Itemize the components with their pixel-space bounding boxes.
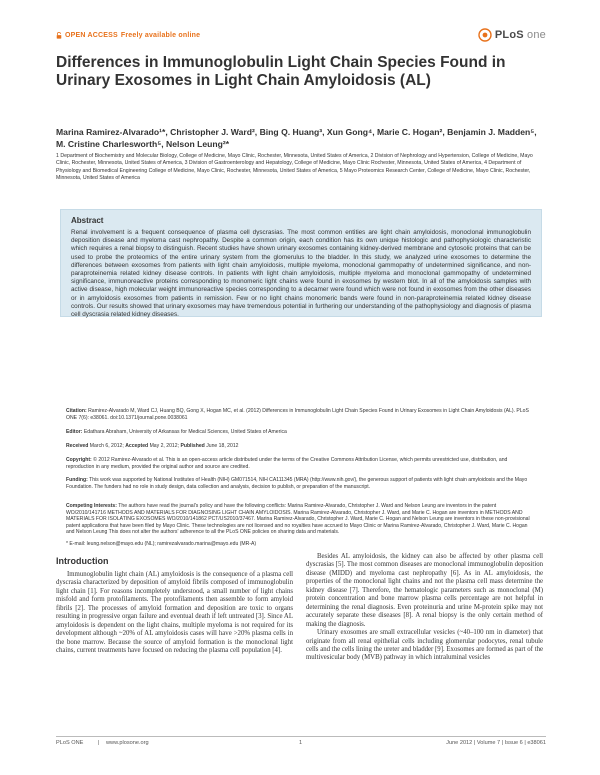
editor-text: Edathara Abraham, University of Arkansas for Medical Sciences, United States of America	[83, 429, 287, 435]
corresponding-email[interactable]: * E-mail: leung.nelson@mayo.edu (NL); ramirezalvarado.marina@mayo.edu (MR-A)	[66, 541, 257, 547]
copyright-text: © 2012 Ramirez-Alvarado et al. This is an open-access article distributed under the terms of the Creative Commons Attribution License, which permits unrestricted use, distribution, and reproduction in any medium, provided the original author and source are credited.	[66, 457, 508, 470]
dates-line	[66, 443, 532, 450]
body-column-left	[56, 571, 293, 656]
funding-label: Funding:	[66, 477, 88, 483]
accepted-label: Accepted	[125, 443, 149, 449]
journal-logo	[478, 28, 546, 42]
editor-line	[66, 429, 532, 436]
footer-journal: PLoS ONE	[56, 740, 84, 746]
article-title: Differences in Immunoglobulin Light Chain Species Found in Urinary Exosomes in Light Chain Amyloidosis (AL)	[56, 54, 506, 89]
paragraph: Besides AL amyloidosis, the kidney can also be affected by other plasma cell dyscrasias [5]. The most common diseases are monoclonal immunoglobulin deposition disease (MIDD) and myeloma cast nephropathy [6]. As in AL amyloidosis, the properties of the monoclonal light chains and not the plasma cell mass determine the kidney disease [7]. Therefore, the hematologic parameters such as monoclonal (M) protein concentration and bone marrow plasma cells percentage are not helpful in determining the renal diagnosis. Even proteinuria and urine M-protein spike may not accurately separate these diseases [8]. A renal biopsy is the only certain method of making the diagnosis.	[306, 553, 543, 628]
page-number: 1	[299, 740, 303, 746]
competing-interests-line	[66, 503, 532, 536]
journal-logo-text: PLoS	[494, 29, 524, 41]
accepted-date: May 2, 2012;	[149, 443, 180, 449]
journal-logo-suffix: one	[527, 29, 546, 41]
body-column-right	[306, 553, 543, 663]
published-label: Published	[180, 443, 205, 449]
funding-line	[66, 477, 532, 490]
editor-label: Editor:	[66, 429, 83, 435]
funding-text: This work was supported by National Institutes of Health (NIH) GM071514, NIH CA111345 (MRA) (http://www.nih.gov/), the generous support of patients with light chain amyloidosis and the Mayo Foundation. The funders had no role in study design, data collection and analysis, decision to publish, or preparation of the manuscript.	[66, 477, 528, 490]
competing-text: The authors have read the journal's policy and have the following conflicts: Marina Ramirez-Alvarado, Christopher J. Ward and Nelson Leung are inventors in the patent WO/2010/141716 METHODS AND MATERIALS FOR DIAGNOSING LIGHT CHAIN AMYLOIDOSIS. Marina Ramirez-Alvarado, Christopher J. Ward, and Marie C. Hogan are inventors in METHODS AND MATERIALS FOR ISOLATING EXOSOMES WO/2010/141862 PCT/US2010/37467. Marina Ramirez-Alvarado, Christopher J. Ward, Marie C. Hogan and Nelson Leung are inventors in these non-provisional patent applications that have been filed by Mayo Clinic. These technologies are not licensed and no royalties have accrued to Mayo Clinic or Marina Ramirez-Alvarado, Christopher J. Ward, Marie C. Hogan and Nelson Leung This does not alter the authors' adherence to all the PLoS ONE policies on sharing data and materials.	[66, 503, 530, 535]
freely-available-label: Freely available online	[120, 32, 201, 39]
open-access-badge	[56, 32, 200, 39]
footer-url[interactable]: www.plosone.org	[106, 740, 149, 746]
citation-label: Citation:	[66, 408, 87, 414]
abstract-box	[60, 209, 542, 317]
section-heading-introduction: Introduction	[56, 556, 109, 566]
open-access-lock-icon	[56, 32, 62, 39]
open-access-label: OPEN ACCESS	[65, 32, 118, 39]
footer-divider	[56, 736, 546, 737]
email-line[interactable]	[66, 541, 532, 548]
paragraph: Immunoglobulin light chain (AL) amyloidosis is the consequence of a plasma cell dyscrasia characterized by deposition of amyloid fibrils composed of immunoglobulin light chain [1]. For reasons incompletely understood, a small number of light chains misfold and form protofilaments. The protofilaments then assemble to form amyloid fibrils [2]. The processes of amyloid formation and deposition are toxic to organs resulting in progressive organ failure and eventual death if left untreated [3]. Since AL amyloidosis is dependent on the light chains, multiple myeloma is not required for its development although ~20% of AL amyloidosis cases will have >20% plasma cells in the bone marrow. Because the source of amyloid formation is the monoclonal light chains, current treatments have focused on reducing the plasma cell population [4].	[56, 571, 293, 655]
author-list: Marina Ramirez-Alvarado¹*, Christopher J. Ward², Bing Q. Huang³, Xun Gong⁴, Marie C. Hogan², Benjamin J. Madden⁵, M. Cristine Charlesworth⁵, Nelson Leung²*	[56, 127, 537, 149]
footer-issue: June 2012 | Volume 7 | Issue 6 | e38061	[446, 740, 546, 746]
citation-text: Ramirez-Alvarado M, Ward CJ, Huang BQ, Gong X, Hogan MC, et al. (2012) Differences in Immunoglobulin Light Chain Species Found in Urinary Exosomes in Light Chain Amyloidosis (AL). PLoS ONE 7(6): e38061. doi:10.1371/journal.pone.0038061	[66, 408, 529, 421]
received-date: March 6, 2012;	[89, 443, 124, 449]
abstract-text: Renal involvement is a frequent consequence of plasma cell dyscrasias. The most common entities are light chain amyloidosis, monoclonal immunoglobulin deposition disease and myeloma cast nephropathy. Despite a common origin, each condition has its own unique histologic and pathophysiologic characteristic which requires a renal biopsy to distinguish. Recent studies have shown urinary exosomes containing kidney-derived membrane and cytosolic proteins that can be used to probe the proteomics of the entire urinary system from the glomerulus to the bladder. In this study, we analyzed urine exosomes to determine the differences between exosomes from patients with light chain amyloidosis, multiple myeloma, monoclonal gammopathy of undetermined significance, and non-paraproteinemia related kidney disease controls. In patients with light chain amyloidosis, multiple myeloma and monoclonal gammopathy of undetermined significance, immunoreactive proteins corresponding to monomeric light chains were found in exosomes by western blot. In all of the amyloidosis samples with active disease, high molecular weight immunoreactive species corresponding to a decamer were found which were not found in exosomes from the other diseases or in amyloidosis exosomes from patients in remission. Few or no light chains monomeric bands were found in non-paraproteinemia related kidney disease controls. Our results showed that urinary exosomes may have tremendous potential in furthering our understanding of the pathophysiology and diagnosis of plasma cell dyscrasia related kidney diseases.	[71, 229, 531, 319]
journal-header	[56, 30, 546, 46]
copyright-label: Copyright:	[66, 457, 92, 463]
footer-separator: |	[98, 740, 100, 746]
plos-logo-icon	[478, 28, 492, 42]
published-date: June 18, 2012	[206, 443, 239, 449]
received-label: Received	[66, 443, 89, 449]
competing-label: Competing Interests:	[66, 503, 117, 509]
paragraph: Urinary exosomes are small extracellular vesicles (~40–100 nm in diameter) that originate from all renal epithelial cells including glomerular podocytes, renal tubule cells and the cells lining the ureter and bladder [9]. Exosomes are formed as part of the multivesicular body (MVB) pathway in which intraluminal vesicles	[306, 629, 543, 662]
affiliations: 1 Department of Biochemistry and Molecular Biology, College of Medicine, Mayo Clinic, Rochester, Minnesota, United States of America, 2 Division of Nephrology and Hypertension, College of Medicine, Mayo Clinic, Rochester, Minnesota, United States of America, 3 Division of Gastroenterology and Hepatology, College of Medicine, Mayo Clinic Rochester, Minnesota, United States of America, 4 Department of Physiology and Biomedical Engineering College of Medicine, Mayo Clinic, Rochester, Minnesota, United States of America, 5 Mayo Proteomics Research Center, College of Medicine, Mayo Clinic, Rochester, Minnesota, United States of America	[56, 153, 533, 181]
copyright-line	[66, 457, 532, 470]
abstract-heading: Abstract	[71, 216, 104, 225]
citation-line	[66, 408, 532, 421]
